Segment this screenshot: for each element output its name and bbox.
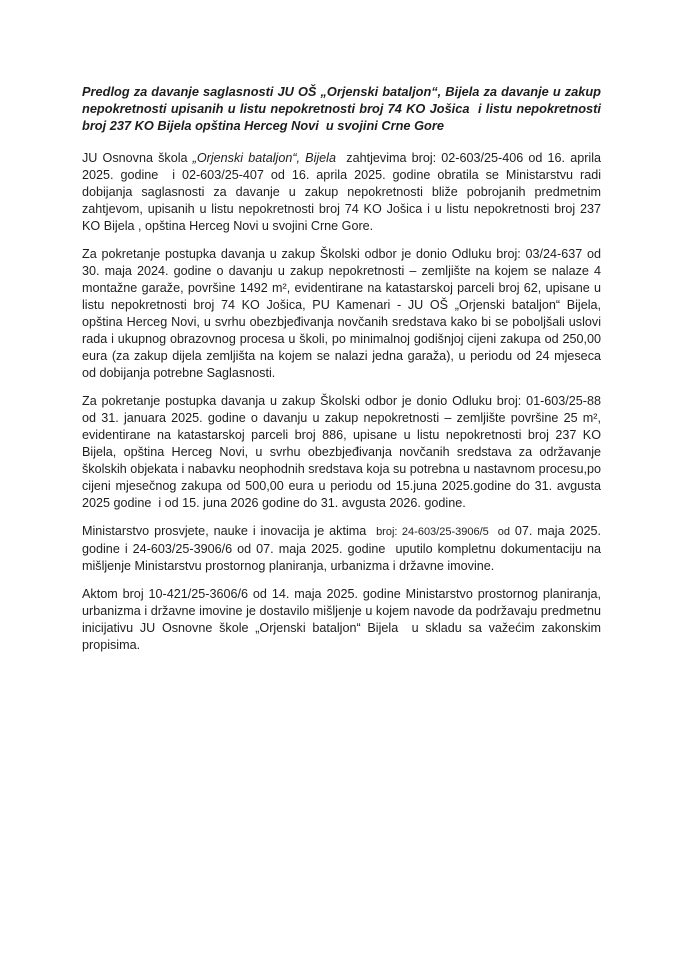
paragraph-4-act-number: broj: 24-603/25-3906/5 od (376, 526, 510, 538)
paragraph-1-text: JU Osnovna škola (82, 151, 193, 165)
paragraph-1 (82, 150, 605, 235)
paragraph-4-text: Ministarstvo prosvjete, nauke i inovacija je aktima (82, 524, 377, 538)
paragraph-4 (82, 523, 605, 575)
paragraph-4-text-cont: 07. maja 2025. godine i 24-603/25-3906/6 od 07. maja 2025. godine uputilo kompletnu dokumentaciju na mišljenje Ministarstvu prostornog planiranja, urbanizma i državne imovine. (82, 524, 605, 573)
paragraph-2: Za pokretanje postupka davanja u zakup Školski odbor je donio Odluku broj: 03/24-637 od 30. maja 2024. godine o davanju u zakup nepokretnosti – zemljište na kojem se nalaze 4 montažne garaže, površine 1492 m², evidentirane na katastarskoj parceli broj 62, upisane u listu nepokretnosti broj 74 KO Jošica, PU Kamenari - JU OŠ „Orjenski bataljon“ Bijela, opština Herceg Novi, u svrhu obezbjeđivanja novčanih sredstava kako bi se poboljšali uslovi rada i ukupnog obrazovnog procesa u školi, po minimalnoj godišnjoj cijeni zakupa od 250,00 eura (za zakup dijela zemljišta na kojem se nalazi jedna garaža), u periodu od 24 mjeseca od dobijanja potrebne Saglasnosti. (82, 247, 605, 380)
paragraph-5: Aktom broj 10-421/25-3606/6 od 14. maja 2025. godine Ministarstvo prostornog planiranja, urbanizma i državne imovine je dostavilo mišljenje u kojem navode da podržavaju predmetnu inicijativu JU Osnovne škole „Orjenski bataljon“ Bijela u skladu sa važećim zakonskim propisima. (82, 587, 605, 652)
paragraph-1-school-name: „Orjenski bataljon“, Bijela (192, 151, 336, 165)
document-title: Predlog za davanje saglasnosti JU OŠ „Orjenski bataljon“, Bijela za davanje u zakup nepokretnosti upisanih u listu nepokretnosti broj 74 KO Jošica i listu nepokretnosti broj 237 KO Bijela opština Herceg Novi u svojini Crne Gore (82, 84, 605, 133)
paragraph-3: Za pokretanje postupka davanja u zakup Školski odbor je donio Odluku broj: 01-603/25-88 od 31. januara 2025. godine o davanju u zakup nepokretnosti – zemljište površine 25 m², evidentirane na katastarskoj parceli broj 886, upisane u listu nepokretnosti broj 237 KO Bijela, opština Herceg Novi, u svrhu obezbjeđivanja novčanih sredstava za održavanje školskih objekata i nabavku neophodnih sredstava koja su potrebna u nastavnom procesu,po cijeni mjesečnog zakupa od 500,00 eura u periodu od 15.juna 2025.godine do 31. avgusta 2025 godine i od 15. juna 2026 godine do 31. avgusta 2026. godine. (82, 394, 605, 510)
paragraph-1-text-cont: zahtjevima broj: 02-603/25-406 od 16. aprila 2025. godine i 02-603/25-407 od 16. aprila 2025. godine obratila se Ministarstvu radi dobijanja saglasnosti za davanje u zakup nepokretnosti bliže pobrojanih predmetnim zahtjevom, upisanih u listu nepokretnosti broj 74 KO Jošica i u listu nepokretnosti broj 237 KO Bijela , opština Herceg Novi u svojini Crne Gore. (82, 151, 605, 233)
